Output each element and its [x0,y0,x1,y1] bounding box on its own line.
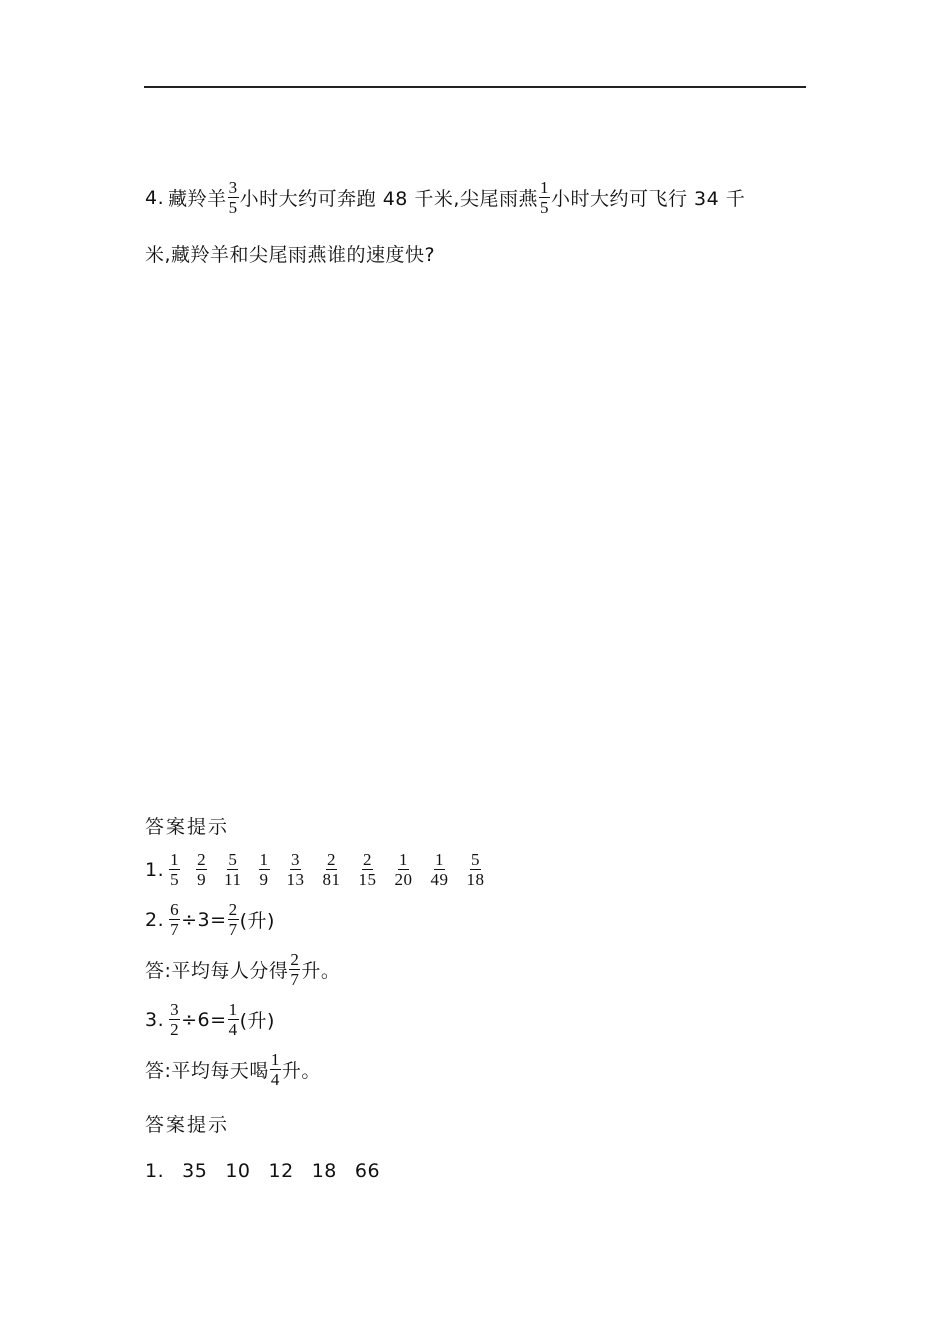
operator: ÷3= [181,908,227,931]
numerator: 2 [290,950,300,969]
answer-value: 10 [225,1160,251,1182]
denominator: 11 [224,870,242,889]
fraction [259,850,270,889]
fraction [169,850,180,889]
denominator: 18 [466,870,485,889]
numerator: 5 [471,850,481,869]
numerator: 5 [228,850,238,869]
question-text: 藏羚羊 [168,188,227,210]
numerator: 1 [228,1000,238,1019]
answer-number: 1. [145,858,165,881]
fraction [270,1050,281,1089]
numerator: 6 [170,900,180,919]
answer-text: 答:平均每天喝 [145,1060,269,1082]
denominator: 5 [228,198,238,217]
denominator: 20 [394,870,413,889]
numerator: 1 [270,1050,280,1069]
numerator: 1 [259,850,269,869]
answer-2-sentence [145,950,340,989]
denominator: 13 [286,870,305,889]
answer-value: 66 [354,1160,381,1182]
answer-3-equation [145,1000,275,1039]
denominator: 7 [228,920,238,939]
answer-text: 升。 [281,1060,321,1082]
fraction [286,850,306,889]
answer-1 [145,850,501,889]
numerator: 1 [539,178,549,197]
numerator: 1 [435,850,445,869]
denominator: 81 [322,870,341,889]
denominator: 2 [170,1020,180,1039]
fraction [228,178,239,217]
denominator: 5 [539,198,549,217]
answer-b1 [145,1160,380,1182]
header-rule [144,86,806,88]
fraction [289,950,300,989]
answer-number: 1. [145,1160,165,1182]
answer-value: 18 [311,1160,337,1182]
fraction [394,850,414,889]
numerator: 2 [363,850,373,869]
answer-number: 2. [145,908,165,931]
fraction [196,850,207,889]
denominator: 7 [170,920,180,939]
denominator: 9 [197,870,207,889]
numerator: 1 [399,850,409,869]
denominator: 4 [228,1020,238,1039]
fraction [358,850,378,889]
numerator: 2 [228,900,238,919]
denominator: 7 [290,970,300,989]
answer-number: 3. [145,1008,165,1031]
answer-2-equation [145,900,275,939]
answer-value: 35 [182,1160,208,1182]
fraction [430,850,450,889]
question-text: 小时大约可飞行 34 千 [550,188,746,210]
numerator: 2 [327,850,337,869]
numerator: 1 [170,850,180,869]
fraction [169,1000,180,1039]
answer-heading-2: 答案提示 [145,1114,230,1136]
fraction [223,850,242,889]
unit: (升) [239,1010,275,1032]
question-4-line-1 [145,178,745,217]
fraction [466,850,486,889]
numerator: 2 [197,850,207,869]
question-number: 4. [145,186,165,209]
denominator: 4 [270,1070,280,1089]
answer-text: 答:平均每人分得 [145,960,289,982]
answer-text: 升。 [301,960,341,982]
denominator: 9 [259,870,269,889]
answer-value: 12 [268,1160,294,1182]
denominator: 49 [430,870,449,889]
denominator: 15 [358,870,377,889]
answer-heading: 答案提示 [145,816,230,838]
fraction [539,178,550,217]
fraction [228,900,239,939]
unit: (升) [239,910,275,932]
numerator: 3 [228,178,238,197]
fraction [322,850,342,889]
numerator: 3 [170,1000,180,1019]
question-4-line-2: 米,藏羚羊和尖尾雨燕谁的速度快? [145,244,436,266]
answer-3-sentence [145,1050,321,1089]
denominator: 5 [170,870,180,889]
fraction [228,1000,239,1039]
operator: ÷6= [181,1008,227,1031]
fraction [169,900,180,939]
question-text: 小时大约可奔跑 48 千米,尖尾雨燕 [239,188,538,210]
numerator: 3 [291,850,301,869]
